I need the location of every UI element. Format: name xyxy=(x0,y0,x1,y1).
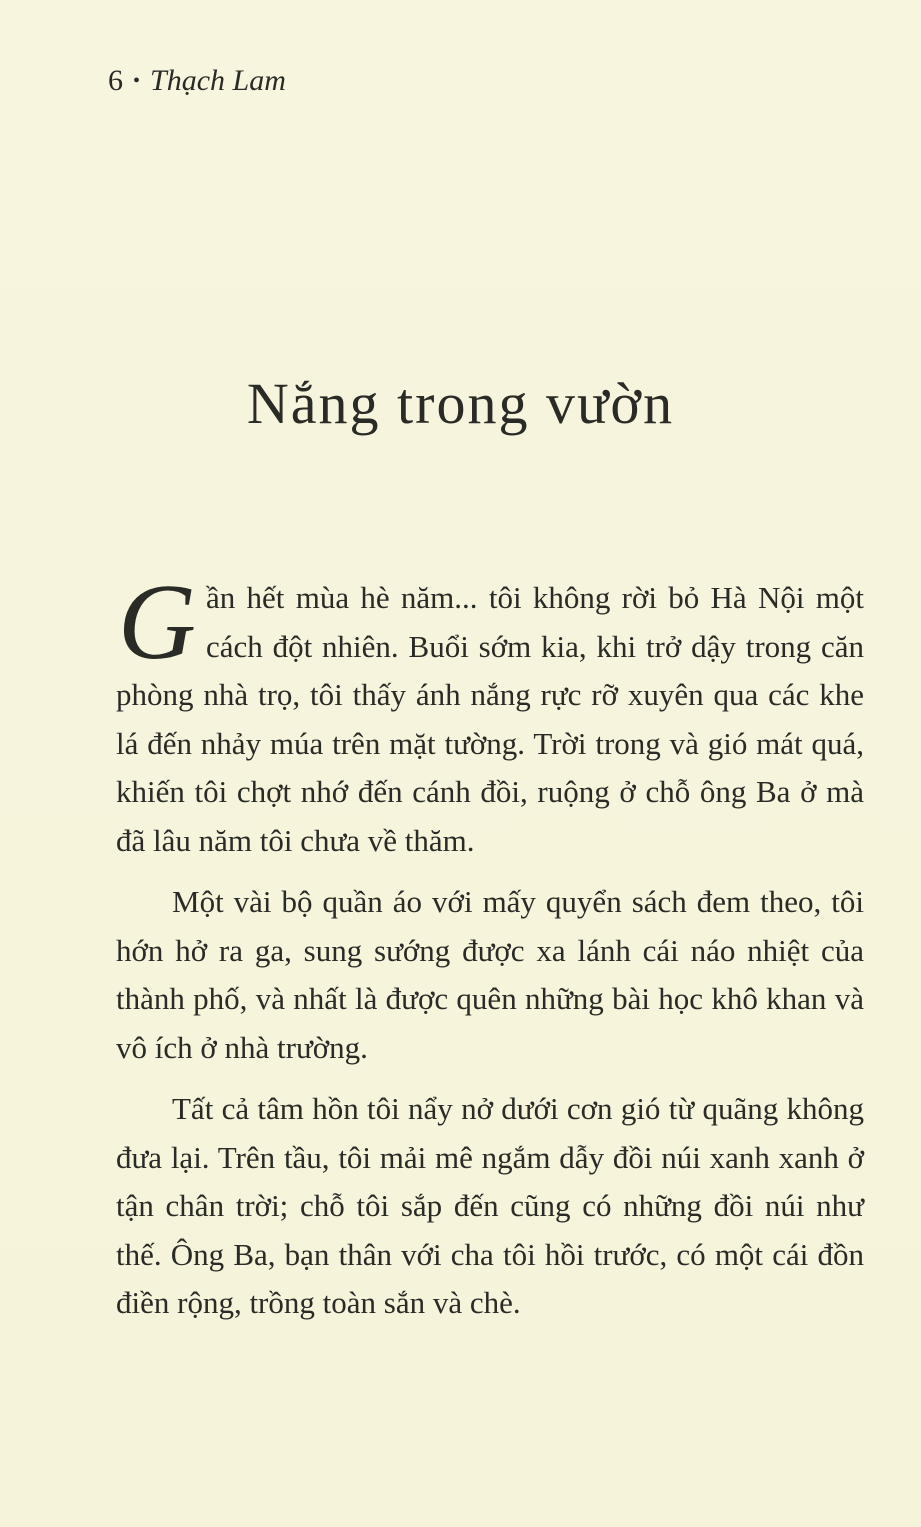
paragraph-1-text: ần hết mùa hè năm... tôi không rời bỏ Hà Nội một cách đột nhiên. Buổi sớm kia, khi trở dậy trong căn phòng nhà trọ, tôi thấy ánh nắng rực rỡ xuyên qua các khe lá đến nhảy múa trên mặt tường. Trời trong và gió mát quá, khiến tôi chợt nhớ đến cánh đồi, ruộng ở chỗ ông Ba ở mà đã lâu năm tôi chưa về thăm. xyxy=(116,580,864,858)
drop-cap: G xyxy=(118,563,196,682)
paragraph-2: Một vài bộ quần áo với mấy quyển sách đem theo, tôi hớn hở ra ga, sung sướng được xa lánh cái náo nhiệt của thành phố, và nhất là được quên những bài học khô khan và vô ích ở nhà trường. xyxy=(116,884,864,1065)
paragraph-1 xyxy=(116,563,864,865)
chapter-title: Nắng trong vườn xyxy=(246,371,675,436)
page-number: 6 xyxy=(108,64,123,97)
paragraph-3: Tất cả tâm hồn tôi nẩy nở dưới cơn gió từ quãng không đưa lại. Trên tầu, tôi mải mê ngắm dẫy đồi núi xanh xanh ở tận chân trời; chỗ tôi sắp đến cũng có những đồi núi như thế. Ông Ba, bạn thân với cha tôi hồi trước, có một cái đồn điền rộng, trồng toàn sắn và chè. xyxy=(116,1091,864,1320)
header-separator: • xyxy=(133,69,141,92)
author-name: Thạch Lam xyxy=(150,64,286,97)
running-header xyxy=(108,64,286,98)
chapter-body xyxy=(116,563,864,1341)
